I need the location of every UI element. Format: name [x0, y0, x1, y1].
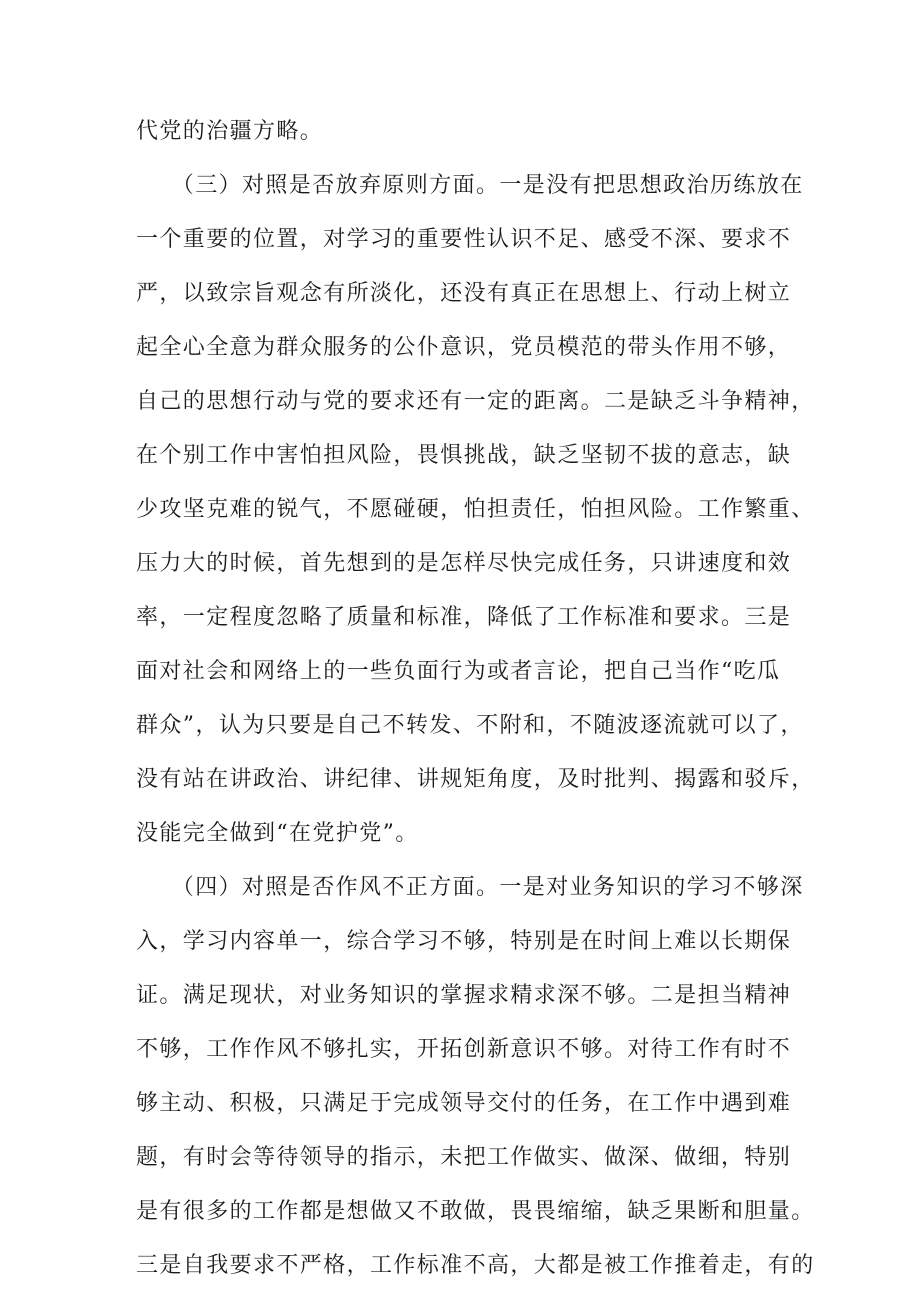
text-line-12: 群众”，认为只要是自己不转发、不附和，不随波逐流就可以了，: [136, 713, 804, 738]
text-line-21: 是有很多的工作都是想做又不敢做，畏畏缩缩，缺乏果断和胆量。: [136, 1199, 815, 1224]
text-line-17: 证。满足现状，对业务知识的掌握求精求深不够。二是担当精神: [136, 983, 792, 1008]
document-body: [136, 105, 815, 1293]
text-line-6: 自己的思想行动与党的要求还有一定的距离。二是缺乏斗争精神，: [136, 389, 815, 414]
text-line-10: 率，一定程度忽略了质量和标准，降低了工作标准和要求。三是: [136, 605, 792, 630]
text-line-14: 没能完全做到“在党护党”。: [136, 821, 419, 846]
text-line-3: 一个重要的位置，对学习的重要性认识不足、感受不深、要求不: [136, 227, 792, 252]
text-line-20: 题，有时会等待领导的指示，未把工作做实、做深、做细，特别: [136, 1145, 792, 1170]
text-line-15: （四）对照是否作风不正方面。一是对业务知识的学习不够深: [136, 875, 804, 900]
text-line-9: 压力大的时候，首先想到的是怎样尽快完成任务，只讲速度和效: [136, 551, 792, 576]
text-line-1: 代党的治疆方略。: [136, 119, 324, 144]
text-line-16: 入，学习内容单一，综合学习不够，特别是在时间上难以长期保: [136, 929, 792, 954]
text-line-4: 严，以致宗旨观念有所淡化，还没有真正在思想上、行动上树立: [136, 281, 792, 306]
text-line-22: 三是自我要求不严格，工作标准不高，大都是被工作推着走，有的: [136, 1253, 815, 1278]
text-line-7: 在个别工作中害怕担风险，畏惧挑战，缺乏坚韧不拔的意志，缺: [136, 443, 792, 468]
text-line-19: 够主动、积极，只满足于完成领导交付的任务，在工作中遇到难: [136, 1091, 792, 1116]
text-line-11: 面对社会和网络上的一些负面行为或者言论，把自己当作“吃瓜: [136, 659, 781, 684]
text-line-8: 少攻坚克难的锐气，不愿碰硬，怕担责任，怕担风险。工作繁重、: [136, 497, 815, 522]
text-line-13: 没有站在讲政治、讲纪律、讲规矩角度，及时批判、揭露和驳斥，: [136, 767, 815, 792]
text-line-5: 起全心全意为群众服务的公仆意识，党员模范的带头作用不够，: [136, 335, 792, 360]
text-line-18: 不够，工作作风不够扎实，开拓创新意识不够。对待工作有时不: [136, 1037, 792, 1062]
text-line-2: （三）对照是否放弃原则方面。一是没有把思想政治历练放在: [136, 173, 804, 198]
